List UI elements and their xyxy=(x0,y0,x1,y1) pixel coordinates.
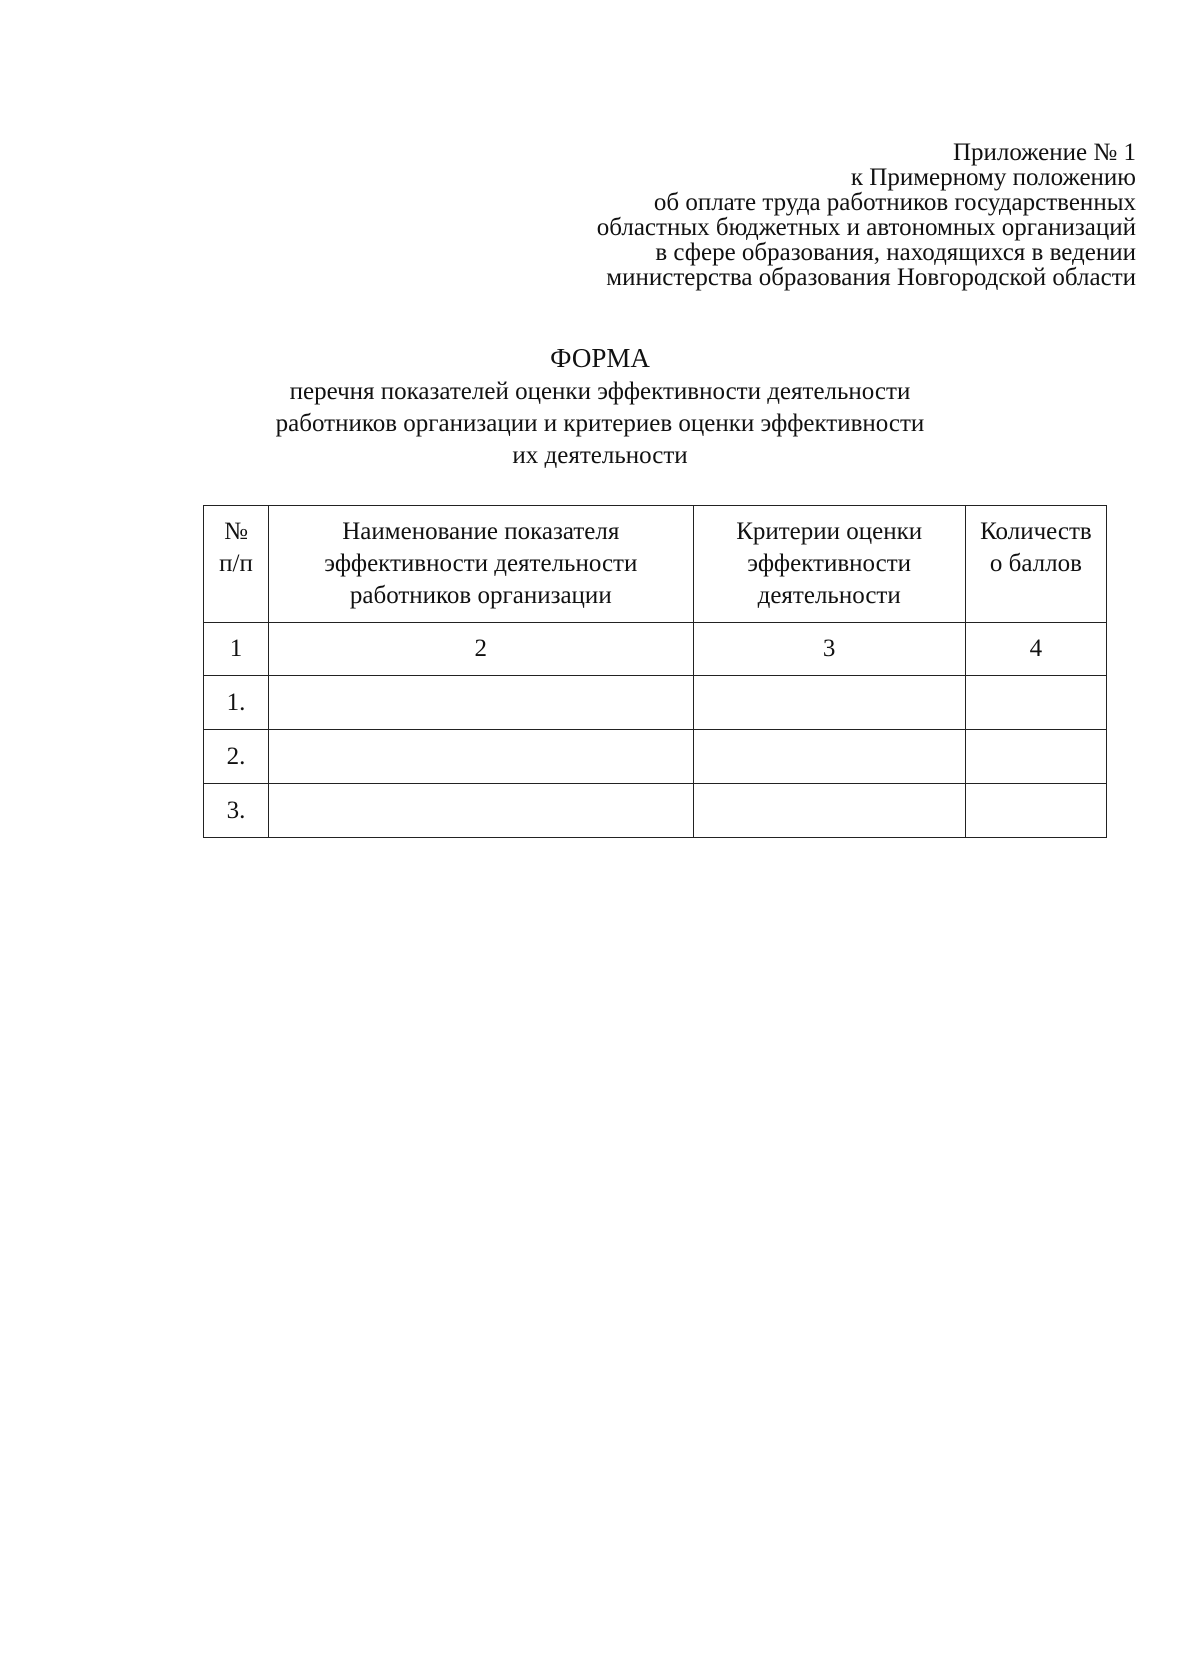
row-number-cell: 2. xyxy=(204,730,269,784)
row-name-cell xyxy=(269,730,693,784)
column-index-cell: 3 xyxy=(693,623,965,676)
appendix-line: министерства образования Новгородской области xyxy=(606,264,1136,291)
row-name-cell xyxy=(269,784,693,838)
row-criteria-cell xyxy=(693,730,965,784)
table-row xyxy=(204,730,1107,784)
row-number-cell: 3. xyxy=(204,784,269,838)
form-subtitle-line: работников организации и критериев оценки эффективности xyxy=(275,410,925,437)
header-cell-number: № п/п xyxy=(204,506,269,623)
appendix-line: областных бюджетных и автономных организаций xyxy=(596,214,1136,241)
row-score-cell xyxy=(965,730,1106,784)
column-index-cell: 4 xyxy=(965,623,1106,676)
form-subtitle-line: их деятельности xyxy=(512,442,688,469)
header-cell-score: Количеств о баллов xyxy=(965,506,1106,623)
row-score-cell xyxy=(965,676,1106,730)
row-number-cell: 1. xyxy=(204,676,269,730)
header-cell-indicator-name: Наименование показателя эффективности деятельности работников организации xyxy=(269,506,693,623)
column-index-row xyxy=(204,623,1107,676)
row-name-cell xyxy=(269,676,693,730)
row-criteria-cell xyxy=(693,676,965,730)
column-index-cell: 2 xyxy=(269,623,693,676)
table-row xyxy=(204,784,1107,838)
row-criteria-cell xyxy=(693,784,965,838)
table-row xyxy=(204,676,1107,730)
appendix-line: об оплате труда работников государственных xyxy=(653,189,1136,216)
row-score-cell xyxy=(965,784,1106,838)
appendix-line: к Примерному положению xyxy=(850,164,1136,191)
column-index-cell: 1 xyxy=(204,623,269,676)
header-cell-criteria: Критерии оценки эффективности деятельности xyxy=(693,506,965,623)
indicators-table xyxy=(203,505,1107,838)
table-header-row xyxy=(204,506,1107,623)
appendix-header xyxy=(496,140,1136,290)
form-title-block xyxy=(200,342,1000,472)
appendix-line: в сфере образования, находящихся в ведении xyxy=(655,239,1136,266)
form-heading: ФОРМА xyxy=(550,343,650,373)
form-subtitle-line: перечня показателей оценки эффективности деятельности xyxy=(289,378,911,405)
appendix-line: Приложение № 1 xyxy=(952,139,1136,166)
